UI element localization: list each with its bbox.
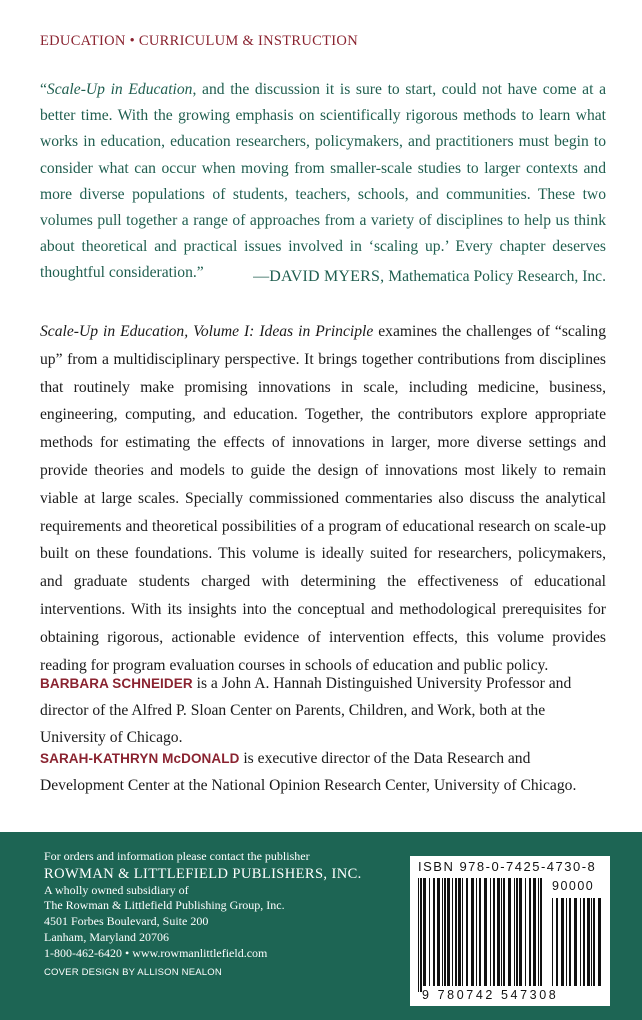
author-bio xyxy=(40,745,606,799)
barcode-bar xyxy=(508,878,511,986)
barcode-bar xyxy=(476,878,477,986)
barcode-bar xyxy=(433,878,435,986)
barcode-bar xyxy=(437,878,440,986)
quote-text: , and the discussion it is sure to start, could not have come at a better time. With the growing emphasis on scientifically rigorous methods to learn what works in education, education researchers, policymakers, and practitioners must begin to consider what can occur when moving from smaller-scale studies to larger contexts and more diverse populations of students, teachers, schools, and communities. These two volumes pull together a range of approaches from a variety of disciplines to help us think about theoretical and practical issues involved in ‘scaling up.’ Every chapter deserves thoughtful consideration.” xyxy=(40,81,606,282)
barcode-bar xyxy=(566,898,567,986)
barcode-bar xyxy=(452,878,453,986)
barcode-bar xyxy=(444,878,446,986)
author-name: SARAH-KATHRYN McDONALD xyxy=(40,751,240,766)
barcode-bar xyxy=(580,898,581,986)
barcode-bar xyxy=(591,898,592,986)
description-book-title: Scale-Up in Education, Volume I: Ideas in Principle xyxy=(40,323,374,340)
barcode-bar xyxy=(583,898,585,986)
quote-author: —DAVID MYERS, xyxy=(253,268,385,285)
publisher-name: ROWMAN & LITTLEFIELD PUBLISHERS, INC. xyxy=(44,865,362,882)
description-text: examines the challenges of “scaling up” from a multidisciplinary perspective. It brings together contributions from disciplines that routinely make promising innovations in scale, including medicine, business, engineering, computing, and education. Together, the contributors explore appropriate methods for estimating the effects of innovations in larger, more diverse settings and provide theories and models to guide the design of innovations most likely to remain viable at large scales. Specially commissioned commentaries also discuss the analytical requirements and theoretical possibilities of a program of educational research on scale-up built on these foundations. This volume is ideally suited for researchers, policymakers, and graduate students charged with determining the effectiveness of educational interventions. With its insights into the conceptual and methodological prerequisites for obtaining rigorous, actionable evidence of intervention effects, this volume provides reading for program evaluation courses in schools of education and public policy. xyxy=(40,323,606,674)
publisher-info xyxy=(44,849,362,981)
author-bio-text: is executive director of the Data Research and Development Center at the National Opinion Research Center, University of Chicago. xyxy=(40,750,577,794)
barcode-bar xyxy=(569,898,571,986)
barcode-bar xyxy=(556,898,558,986)
barcode-bar xyxy=(529,878,531,986)
barcode-bar xyxy=(538,878,539,986)
quote-book-title: Scale-Up in Education xyxy=(46,81,193,98)
category-label: EDUCATION • CURRICULUM & INSTRUCTION xyxy=(40,33,358,49)
barcode-bar xyxy=(466,878,468,986)
publisher-group: The Rowman & Littlefield Publishing Group, Inc. xyxy=(44,898,285,913)
author-bio-text: is a John A. Hannah Distinguished University Professor and director of the Alfred P. Sloan Center on Parents, Children, and Work, both at the University of Chicago. xyxy=(40,675,572,746)
book-description xyxy=(40,318,606,679)
author-name: BARBARA SCHNEIDER xyxy=(40,676,193,691)
barcode-bar xyxy=(458,878,461,986)
publisher-contact: For orders and information please contact the publisher xyxy=(44,849,310,863)
publisher-footer xyxy=(0,832,642,1020)
barcode-bar xyxy=(484,878,487,986)
author-bio xyxy=(40,670,606,751)
barcode-bar xyxy=(519,878,522,986)
barcode-bar xyxy=(493,878,495,986)
barcode-bar xyxy=(429,878,430,986)
barcode-number: 9 780742 547308 xyxy=(422,988,559,1002)
barcode-bar xyxy=(514,878,515,986)
barcode-bar xyxy=(423,878,426,986)
barcode-bar xyxy=(420,878,422,992)
barcode-bar xyxy=(418,878,419,992)
barcode-bar xyxy=(503,878,505,986)
publisher-city: Lanham, Maryland 20706 xyxy=(44,929,169,944)
barcode-bar xyxy=(442,878,443,986)
barcode-bar xyxy=(471,878,474,986)
barcode-bar xyxy=(455,878,457,986)
isbn-text: ISBN 978-0-7425-4730-8 xyxy=(418,859,597,874)
barcode-bar xyxy=(574,898,577,986)
barcode-bar xyxy=(525,878,526,986)
barcode-bar xyxy=(516,878,518,986)
price-code: 90000 xyxy=(552,879,595,893)
cover-design-credit: COVER DESIGN BY ALLISON NEALON xyxy=(44,967,222,979)
barcode-bar xyxy=(552,898,553,986)
barcode-bar xyxy=(587,898,590,986)
isbn-barcode xyxy=(410,856,610,1006)
barcode-bar xyxy=(598,898,601,986)
barcode-bar xyxy=(501,878,502,986)
barcode-bar xyxy=(447,878,450,986)
endorsement-quote xyxy=(40,77,606,287)
barcode-bar xyxy=(593,898,595,986)
publisher-phone-web: 1-800-462-6420 • www.rowmanlittlefield.com xyxy=(44,945,268,960)
barcode-bar xyxy=(533,878,536,986)
quote-affiliation: Mathematica Policy Research, Inc. xyxy=(388,268,606,285)
barcode-bar xyxy=(561,898,564,986)
quote-attribution xyxy=(253,268,606,286)
publisher-street: 4501 Forbes Boulevard, Suite 200 xyxy=(44,914,209,929)
open-quote-mark: “ xyxy=(40,81,47,98)
barcode-bar xyxy=(490,878,491,986)
barcode-bar xyxy=(462,878,463,986)
barcode-bar xyxy=(497,878,500,986)
barcode-bar xyxy=(479,878,481,986)
publisher-subsidiary: A wholly owned subsidiary of xyxy=(44,882,189,897)
barcode-bar xyxy=(540,878,542,986)
